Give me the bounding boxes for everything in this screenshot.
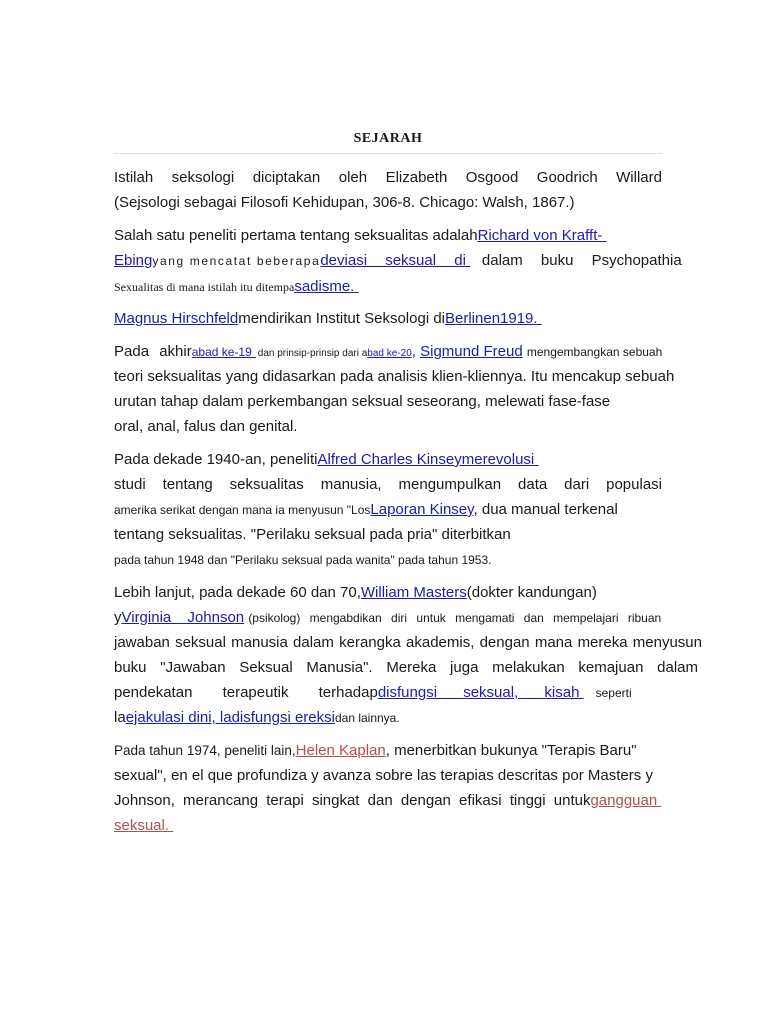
- link-helen-kaplan[interactable]: Helen Kaplan: [295, 742, 386, 759]
- text-run: y: [114, 609, 122, 626]
- link-alfred-charles-kinsey[interactable]: Alfred Charles Kinsey: [317, 451, 462, 468]
- text-run: mengembangkan sebuah: [526, 345, 663, 359]
- paragraph-line: buku "Jawaban Seksual Manusia". Mereka juga melakukan kemajuan dalam: [114, 659, 698, 676]
- paragraph-line: [114, 226, 704, 246]
- link-merevolusi[interactable]: merevolusi: [461, 451, 535, 468]
- text-run: Pada tahun 1974, peneliti lain,: [114, 743, 296, 758]
- paragraph-line: [114, 342, 704, 364]
- text-run: mendirikan Institut Seksologi di: [238, 310, 445, 327]
- paragraph-line: sexual", en el que profundiza y avanza sobre las terapias descritas por Masters y: [114, 767, 653, 784]
- paragraph-line: studi tentang seksualitas manusia, mengumpulkan data dari populasi: [114, 476, 662, 493]
- link-underline-tail: [534, 450, 566, 470]
- paragraph-line: [114, 583, 704, 603]
- link-deviasi-seksual[interactable]: deviasi seksual di: [320, 252, 466, 269]
- link-abad-ke-20[interactable]: bad ke-20: [367, 348, 412, 359]
- text-run: dan prinsip-prinsip dari a: [257, 348, 368, 359]
- paragraph-line: [114, 277, 704, 297]
- link-disfungsi-seksual[interactable]: disfungsi seksual, kisah: [377, 684, 580, 701]
- paragraph-line: [114, 251, 704, 271]
- text-run: Johnson, merancang terapi singkat dan dengan efikasi tinggi untuk: [114, 792, 591, 809]
- link-gangguan[interactable]: gangguan: [590, 792, 658, 809]
- link-ebing[interactable]: Ebing: [114, 252, 153, 269]
- link-underline-tail: [466, 251, 482, 271]
- text-run: dalam buku Psychopathia: [481, 252, 682, 269]
- text-run: Sexualitas di mana istilah itu ditempa: [114, 280, 295, 294]
- link-laporan-kinsey[interactable]: Laporan Kinsey: [370, 501, 474, 518]
- text-run: yang mencatat beberapa: [152, 254, 321, 268]
- page-title: SEJARAH: [353, 131, 423, 146]
- paragraph-line: pada tahun 1948 dan "Perilaku seksual pada wanita" pada tahun 1953.: [114, 553, 492, 567]
- link-richard-von-krafft-ebing[interactable]: Richard von Krafft-: [477, 227, 603, 244]
- link-underline-tail: [657, 791, 663, 811]
- link-underline-tail: [169, 816, 173, 836]
- link-william-masters[interactable]: William Masters: [360, 584, 467, 601]
- paragraph-line: jawaban seksual manusia dalam kerangka akademis, dengan mana mereka menyusun: [114, 634, 702, 651]
- link-ejakulasi-dini[interactable]: ejakulasi dini, ladisfungsi ereksi: [125, 709, 335, 726]
- link-sigmund-freud[interactable]: Sigmund Freud: [420, 343, 523, 360]
- paragraph-line: [114, 816, 704, 836]
- text-run: pendekatan terapeutik terhadap: [114, 684, 378, 701]
- link-underline-tail: [354, 277, 386, 297]
- text-run: Salah satu peneliti pertama tentang seksualitas adalah: [114, 227, 478, 244]
- paragraph-line: [114, 608, 704, 628]
- text-run: Pada dekade 1940-an, peneliti: [114, 451, 318, 468]
- paragraph-line: tentang seksualitas. "Perilaku seksual pada pria" diterbitkan: [114, 526, 511, 543]
- text-run: ,: [411, 343, 416, 360]
- link-abad-ke-19[interactable]: abad ke-19: [191, 345, 252, 359]
- paragraph-line: Istilah seksologi diciptakan oleh Elizabeth Osgood Goodrich Willard: [114, 169, 662, 186]
- text-run: Pada akhir: [114, 343, 192, 360]
- paragraph-line: urutan tahap dalam perkembangan seksual seseorang, melewati fase-fase: [114, 393, 611, 410]
- paragraph-line: [114, 791, 704, 811]
- text-run: seperti: [595, 686, 632, 700]
- link-magnus-hirschfeld[interactable]: Magnus Hirschfeld: [114, 310, 239, 327]
- link-sadisme[interactable]: sadisme.: [294, 278, 355, 295]
- link-virginia-johnson[interactable]: Virginia Johnson: [121, 609, 245, 626]
- paragraph-line: (Sejsologi sebagai Filosofi Kehidupan, 306-8. Chicago: Walsh, 1867.): [114, 194, 575, 211]
- link-seksual[interactable]: seksual.: [114, 817, 170, 834]
- title-divider: [114, 153, 662, 154]
- link-underline-tail: [579, 683, 591, 703]
- text-run: (psikolog) mengabdikan diri untuk mengamati dan mempelajari ribuan: [248, 611, 662, 625]
- text-run: , dua manual terkenal: [473, 501, 618, 518]
- paragraph-line: [114, 450, 704, 470]
- link-berlin-1919[interactable]: Berlinen1919.: [445, 310, 538, 327]
- link-underline-tail: [538, 309, 568, 329]
- text-run: amerika serikat dengan mana ia menyusun "Los: [114, 503, 371, 517]
- paragraph-line: [114, 741, 704, 761]
- text-run: (dokter kandungan): [466, 584, 597, 601]
- text-run: Lebih lanjut, pada dekade 60 dan 70,: [114, 584, 361, 601]
- link-underline-tail: [602, 226, 628, 246]
- paragraph-line: [114, 309, 704, 329]
- paragraph-line: teori seksualitas yang didasarkan pada analisis klien-kliennya. Itu mencakup sebuah: [114, 368, 675, 385]
- paragraph-line: [114, 683, 704, 703]
- paragraph-line: [114, 708, 704, 728]
- paragraph-line: [114, 500, 704, 520]
- text-run: dan lainnya.: [334, 711, 400, 725]
- text-run: la: [114, 709, 126, 726]
- paragraph-line: oral, anal, falus dan genital.: [114, 418, 298, 435]
- text-run: , menerbitkan bukunya "Terapis Baru": [385, 742, 637, 759]
